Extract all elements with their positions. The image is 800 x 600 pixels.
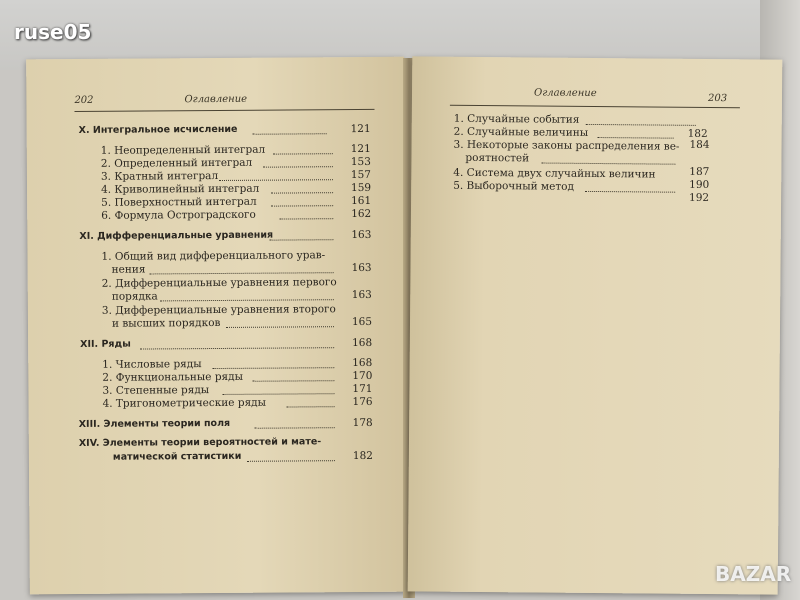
toc-leader (140, 337, 334, 349)
toc-entry-label: XII. Ряды (80, 338, 131, 350)
toc-entry-page: 159 (350, 181, 372, 195)
toc-entry-page: 163 (351, 261, 372, 275)
toc-entry-page: 162 (351, 207, 372, 221)
toc-entry-label: 1. Случайные события (453, 112, 580, 126)
toc-leader (255, 417, 335, 429)
left-page (26, 57, 408, 595)
left-page-header: Оглавление (184, 93, 248, 106)
toc-entry-page: 153 (350, 155, 371, 169)
toc-entry-page: 121 (350, 122, 371, 136)
toc-entry-label: XIV. Элементы теории вероятностей и мате- (78, 436, 322, 449)
toc-entry-page: 161 (351, 194, 372, 208)
toc-leader (273, 143, 333, 154)
corner-logo: BAZAR (715, 562, 792, 586)
toc-entry-label: 4. Система двух случайных величин (453, 166, 656, 181)
toc-entry-page: 187 (689, 165, 710, 178)
toc-entry-label: 3. Некоторые законы распределения ве- (453, 138, 680, 153)
toc-leader (252, 370, 334, 382)
toc-leader (271, 182, 333, 193)
toc-entry-page: 184 (689, 138, 710, 151)
toc-entry-label: 4. Тригонометрические ряды (102, 396, 267, 410)
right-page-header: Оглавление (533, 87, 597, 100)
toc-entry-label: порядка (111, 290, 158, 303)
toc-entry-label: 3. Дифференциальные уравнения второго (101, 303, 336, 317)
toc-leader (160, 289, 334, 301)
toc-entry-page: 165 (351, 315, 373, 329)
toc-entry-label: X. Интегральное исчисление (78, 123, 238, 136)
toc-entry-label: XIII. Элементы теории поля (78, 417, 231, 430)
toc-entry-label: 5. Поверхностный интеграл (101, 195, 257, 209)
toc-entry-label: 2. Определенный интеграл (100, 156, 253, 170)
toc-leader (286, 396, 334, 407)
toc-leader (541, 153, 675, 165)
toc-leader (150, 262, 334, 274)
toc-entry-label: 1. Общий вид дифференциального урав- (101, 249, 326, 263)
toc-leader (219, 169, 333, 181)
watermark: ruse05 (14, 20, 92, 44)
toc-leader (585, 181, 675, 193)
toc-entry-label: 6. Формула Остроградского (101, 208, 256, 222)
toc-entry-label: 3. Степенные ряды (102, 384, 210, 397)
toc-entry-label: и высших порядков (111, 316, 221, 330)
toc-entry-page: 157 (350, 168, 371, 182)
toc-entry-label: 3. Кратный интеграл (100, 169, 219, 183)
toc-leader (598, 127, 674, 139)
toc-leader (253, 123, 327, 135)
toc-entry-page: 121 (350, 142, 371, 156)
toc-entry-label: матической статистики (112, 450, 242, 463)
toc-entry-page: 182 (352, 449, 373, 463)
toc-entry-page: 168 (352, 336, 373, 350)
toc-entry-label: 2. Функциональные ряды (102, 370, 244, 384)
right-page (408, 56, 783, 594)
left-page-number: 202 (74, 94, 94, 106)
toc-entry-page: 176 (352, 395, 373, 409)
toc-leader (269, 229, 333, 240)
right-page-number: 203 (707, 92, 728, 105)
toc-leader (586, 114, 696, 126)
toc-entry-page: 163 (351, 288, 372, 302)
toc-entry-page: 178 (352, 416, 373, 430)
toc-entry-label: 2. Дифференциальные уравнения первого (101, 276, 337, 290)
toc-entry-page: 192 (689, 191, 710, 204)
toc-entry-page: 170 (352, 369, 373, 383)
toc-entry-page: 182 (687, 127, 708, 140)
toc-entry-page: 168 (352, 356, 373, 370)
toc-leader (279, 208, 333, 219)
toc-entry-label: 5. Выборочный метод (453, 179, 574, 193)
toc-leader (263, 156, 333, 167)
toc-entry-label: 2. Случайные величины (453, 125, 589, 139)
left-header-rule (74, 109, 374, 112)
toc-entry-label: 4. Криволинейный интеграл (101, 182, 260, 196)
toc-entry-label: роятностей (465, 151, 530, 165)
toc-leader (271, 195, 333, 206)
toc-leader (212, 357, 334, 369)
toc-leader (222, 383, 334, 395)
toc-entry-label: нения (111, 263, 146, 276)
toc-entry-label: XI. Дифференциальные уравнения (79, 229, 274, 242)
toc-entry-page: 190 (689, 178, 710, 191)
toc-entry-page: 171 (352, 382, 373, 396)
toc-leader (247, 450, 335, 462)
toc-entry-label: 1. Неопределенный интеграл (100, 143, 266, 157)
toc-leader (226, 316, 334, 328)
toc-entry-label: 1. Числовые ряды (102, 358, 202, 371)
right-header-rule (450, 105, 740, 109)
toc-entry-page: 163 (351, 228, 372, 242)
